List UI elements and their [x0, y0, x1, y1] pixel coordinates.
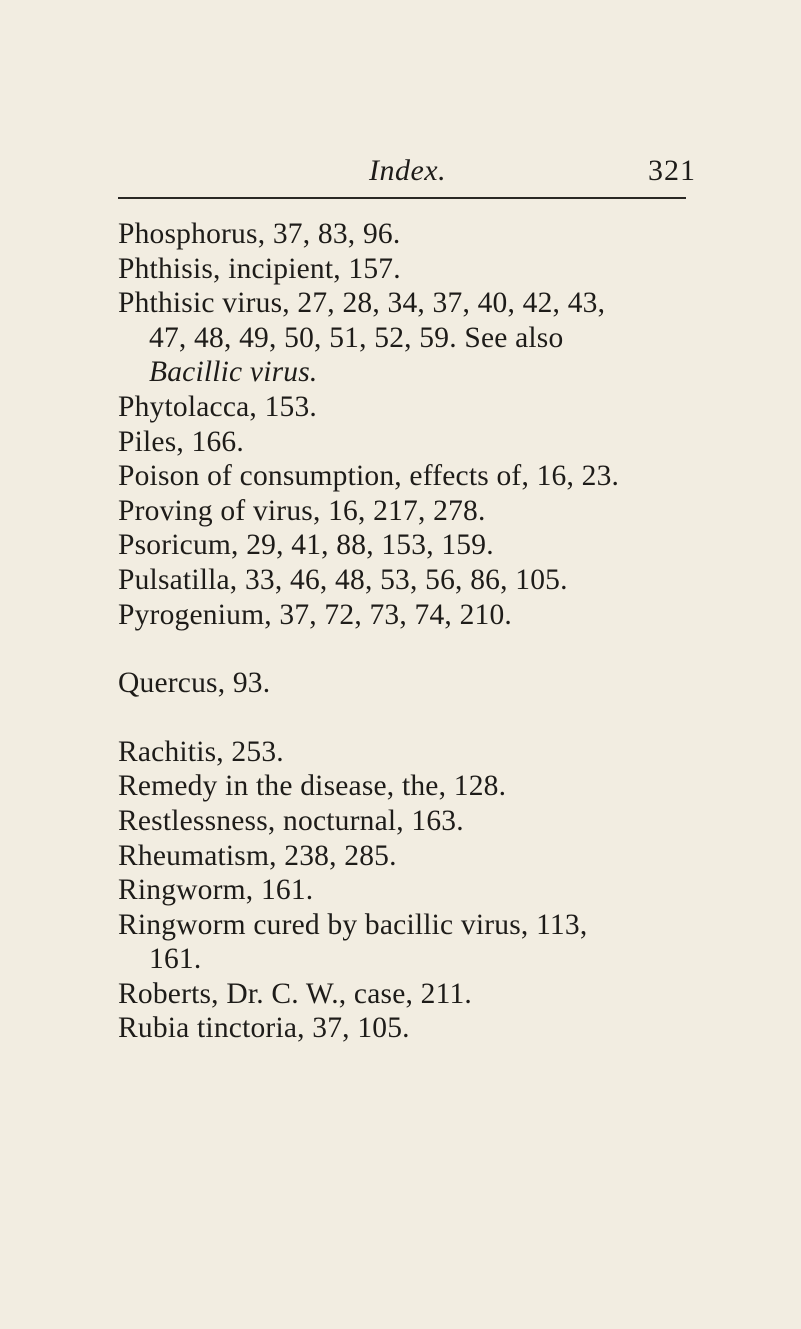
- entry-text: Psoricum, 29, 41, 88, 153, 159.: [118, 529, 494, 562]
- entry-text: Remedy in the disease, the, 128.: [118, 770, 507, 803]
- index-group-p: [118, 217, 758, 632]
- entry-text: Ringworm cured by bacillic virus, 113,: [118, 908, 588, 941]
- header-title: Index.: [369, 154, 447, 187]
- entry-text: Phytolacca, 153.: [118, 390, 317, 423]
- index-entry: [118, 217, 758, 252]
- index-entry: [118, 735, 758, 770]
- index-entry: [118, 563, 758, 598]
- entry-text: Restlessness, nocturnal, 163.: [118, 804, 464, 837]
- index-entries: [118, 217, 758, 1046]
- index-group-r: [118, 735, 758, 1046]
- entry-continuation: 161.: [149, 943, 202, 976]
- index-entry: [118, 390, 758, 425]
- entry-cross-reference: Bacillic virus.: [149, 356, 318, 389]
- index-entry: [118, 977, 758, 1012]
- entry-text: Proving of virus, 16, 217, 278.: [118, 494, 486, 527]
- index-group-q: [118, 666, 758, 701]
- entry-text: Quercus, 93.: [118, 667, 271, 700]
- entry-text: Pulsatilla, 33, 46, 48, 53, 56, 86, 105.: [118, 563, 568, 596]
- entry-continuation: 47, 48, 49, 50, 51, 52, 59. See also: [149, 321, 564, 354]
- index-entry: [118, 1011, 758, 1046]
- entry-text: Rubia tinctoria, 37, 105.: [118, 1012, 410, 1045]
- entry-text: Rheumatism, 238, 285.: [118, 839, 397, 872]
- entry-text: Roberts, Dr. C. W., case, 211.: [118, 977, 472, 1010]
- entry-text: Pyrogenium, 37, 72, 73, 74, 210.: [118, 598, 512, 631]
- entry-text: Phthisic virus, 27, 28, 34, 37, 40, 42, 43,: [118, 287, 606, 320]
- running-header: [0, 154, 801, 194]
- entry-text: Phosphorus, 37, 83, 96.: [118, 218, 401, 250]
- index-entry: [118, 252, 758, 287]
- index-entry: [118, 286, 758, 390]
- entry-text: Phthisis, incipient, 157.: [118, 252, 401, 285]
- entry-text: Ringworm, 161.: [118, 874, 314, 907]
- index-entry: [118, 666, 758, 701]
- entry-text: Poison of consumption, effects of, 16, 23.: [118, 460, 620, 493]
- index-entry: [118, 839, 758, 874]
- index-entry: [118, 598, 758, 633]
- entry-text: Rachitis, 253.: [118, 735, 284, 768]
- index-entry: [118, 528, 758, 563]
- header-rule: [118, 197, 686, 199]
- group-gap: [118, 701, 758, 735]
- index-entry: [118, 425, 758, 460]
- page-number: 321: [648, 154, 696, 187]
- index-entry: [118, 459, 758, 494]
- index-entry: [118, 769, 758, 804]
- index-entry: [118, 873, 758, 908]
- entry-text: Piles, 166.: [118, 425, 244, 458]
- group-gap: [118, 632, 758, 666]
- index-entry: [118, 908, 758, 977]
- index-entry: [118, 494, 758, 529]
- index-entry: [118, 804, 758, 839]
